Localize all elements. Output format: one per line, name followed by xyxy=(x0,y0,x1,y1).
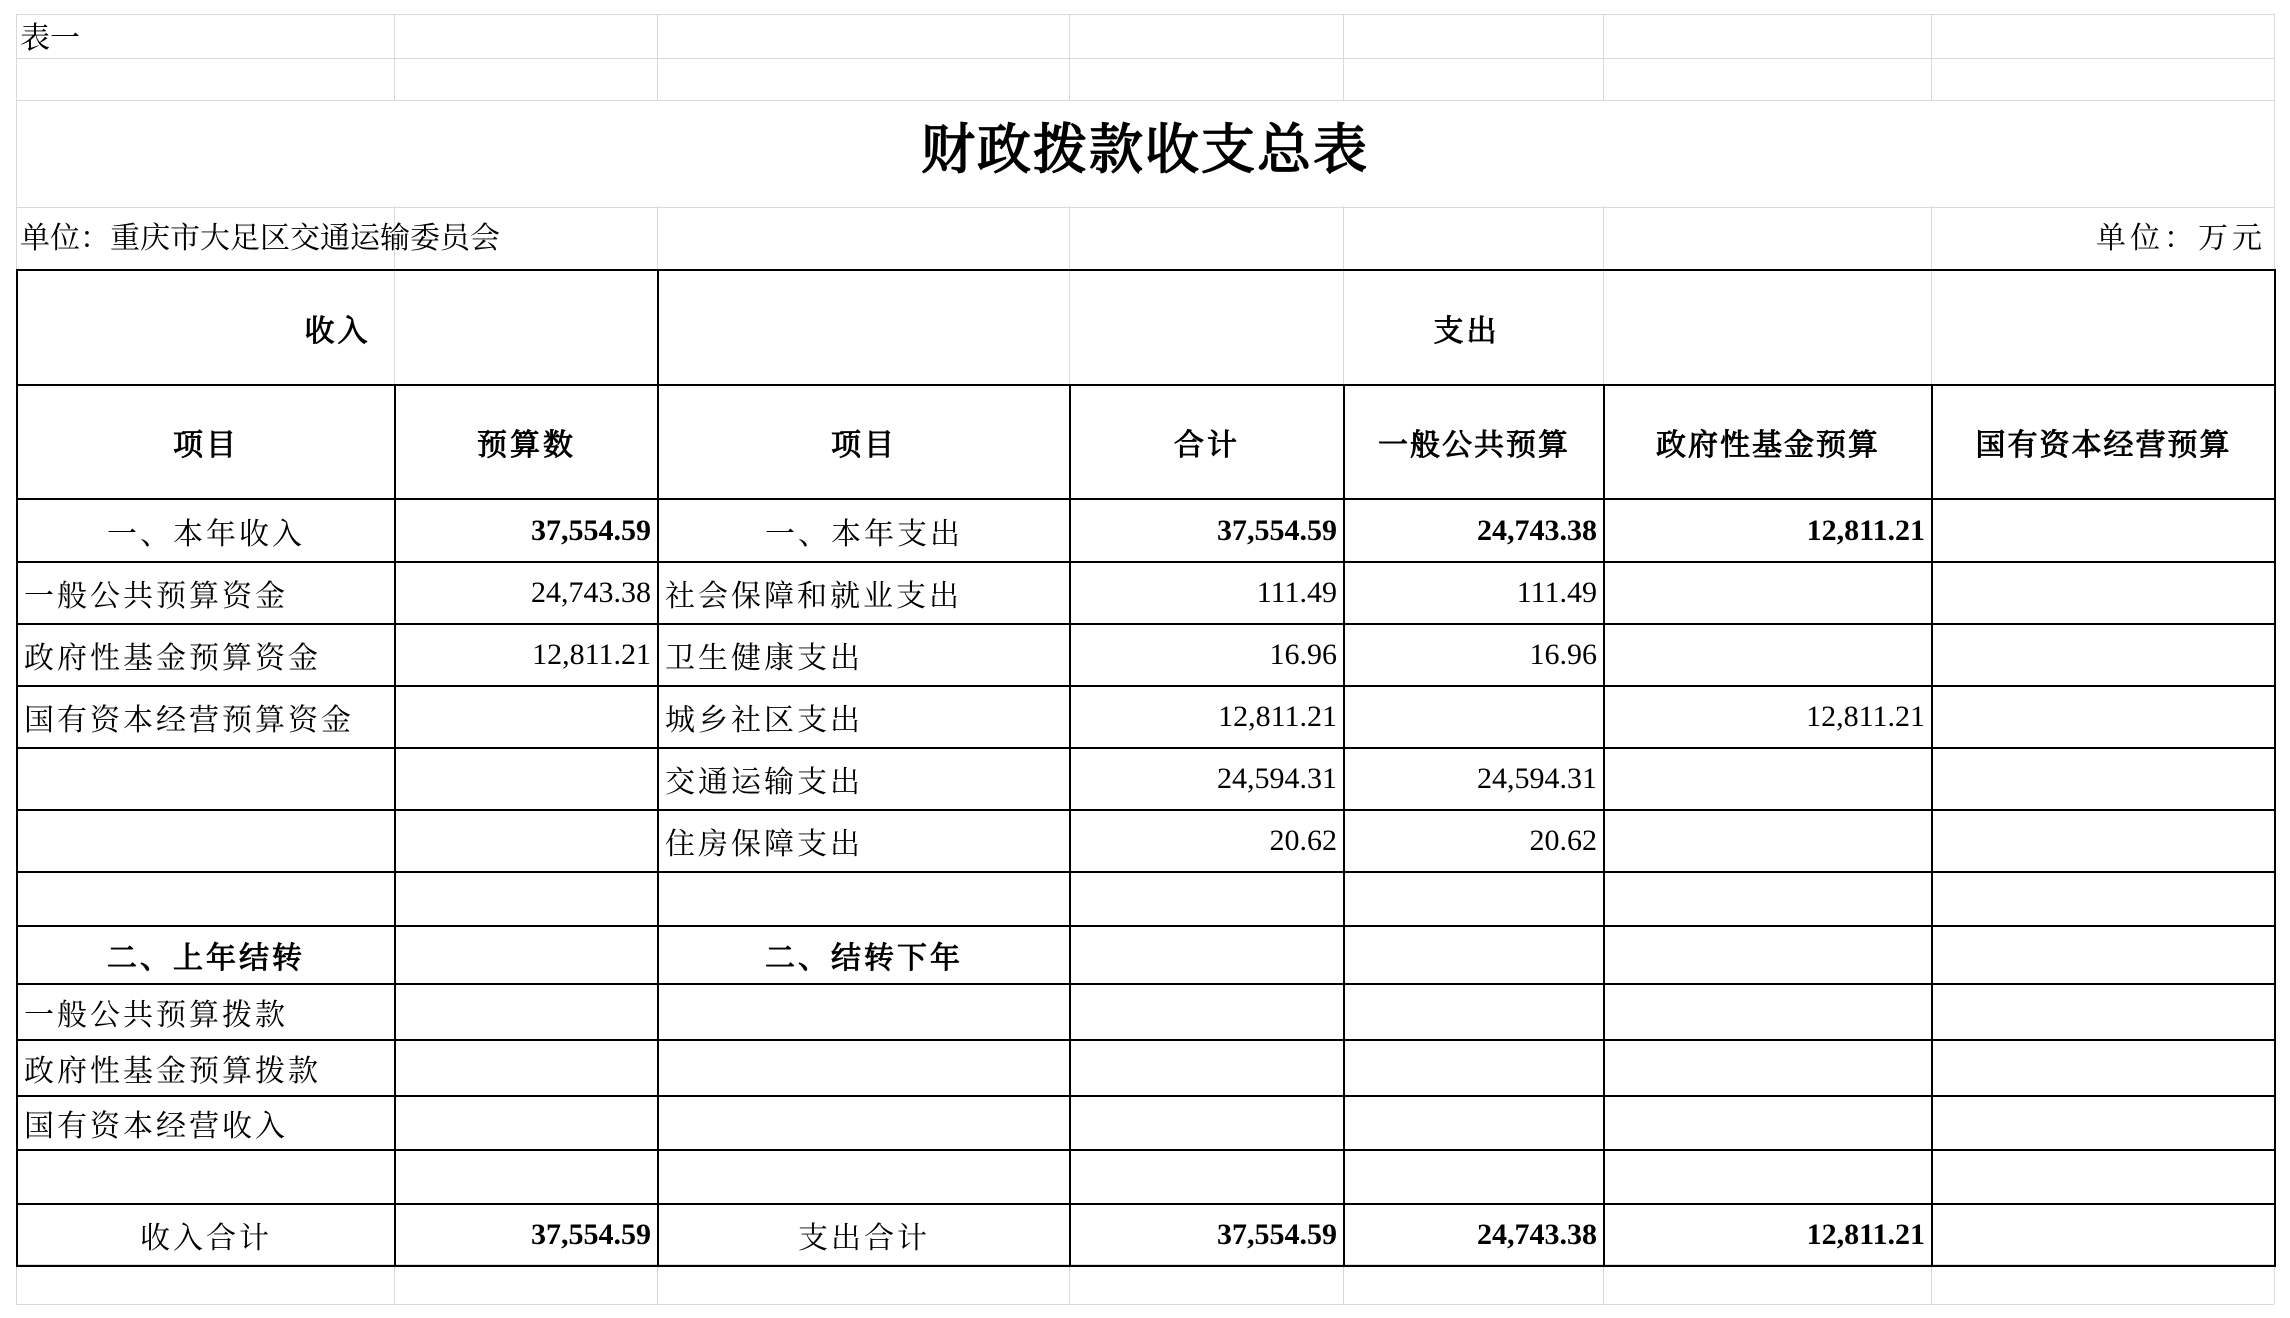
expense-label: 卫生健康支出 xyxy=(658,624,1070,686)
budget-summary-table xyxy=(16,269,2276,1267)
income-value: 12,811.21 xyxy=(395,624,658,686)
income-label: 一、本年收入 xyxy=(17,499,395,562)
section-header-row xyxy=(17,270,2275,385)
expense-total xyxy=(1070,1096,1344,1150)
col-income-budget: 预算数 xyxy=(395,385,658,499)
table-row xyxy=(17,1096,2275,1150)
expense-fund xyxy=(1604,1150,1932,1204)
expense-fund xyxy=(1604,562,1932,624)
expense-fund xyxy=(1604,872,1932,926)
income-value xyxy=(395,748,658,810)
expense-general: 24,594.31 xyxy=(1344,748,1604,810)
expense-state xyxy=(1932,499,2275,562)
income-value xyxy=(395,810,658,872)
expense-total: 20.62 xyxy=(1070,810,1344,872)
income-value: 37,554.59 xyxy=(395,499,658,562)
income-value xyxy=(395,1096,658,1150)
col-fund-budget: 政府性基金预算 xyxy=(1604,385,1932,499)
unit-organization: 单位：重庆市大足区交通运输委员会 xyxy=(20,221,500,256)
col-state-capital-budget: 国有资本经营预算 xyxy=(1932,385,2275,499)
expense-general: 24,743.38 xyxy=(1344,1204,1604,1266)
expense-state xyxy=(1932,1204,2275,1266)
expense-fund: 12,811.21 xyxy=(1604,499,1932,562)
expense-state xyxy=(1932,562,2275,624)
expense-total: 37,554.59 xyxy=(1070,1204,1344,1266)
income-value xyxy=(395,926,658,984)
expense-state xyxy=(1932,686,2275,748)
expense-fund xyxy=(1604,984,1932,1040)
expense-general xyxy=(1344,1096,1604,1150)
expense-fund xyxy=(1604,810,1932,872)
income-value xyxy=(395,872,658,926)
expense-label xyxy=(658,1150,1070,1204)
expense-general xyxy=(1344,872,1604,926)
table-row xyxy=(17,624,2275,686)
page-title: 财政拨款收支总表 xyxy=(921,117,1369,181)
income-value xyxy=(395,686,658,748)
income-label: 国有资本经营收入 xyxy=(17,1096,395,1150)
expense-general: 16.96 xyxy=(1344,624,1604,686)
expense-label: 社会保障和就业支出 xyxy=(658,562,1070,624)
expense-state xyxy=(1932,1096,2275,1150)
table-row xyxy=(17,686,2275,748)
income-label xyxy=(17,748,395,810)
totals-row xyxy=(17,1204,2275,1266)
expense-fund xyxy=(1604,926,1932,984)
table-row xyxy=(17,1150,2275,1204)
income-label: 二、上年结转 xyxy=(17,926,395,984)
expense-label: 一、本年支出 xyxy=(658,499,1070,562)
table-row xyxy=(17,499,2275,562)
expense-fund xyxy=(1604,748,1932,810)
income-total-label: 收入合计 xyxy=(17,1204,395,1266)
expense-total xyxy=(1070,872,1344,926)
expense-state xyxy=(1932,872,2275,926)
expense-total xyxy=(1070,984,1344,1040)
income-label xyxy=(17,810,395,872)
expense-header: 支出 xyxy=(658,270,2275,385)
expense-total: 111.49 xyxy=(1070,562,1344,624)
expense-label xyxy=(658,1040,1070,1096)
table-row xyxy=(17,926,2275,984)
expense-total: 37,554.59 xyxy=(1070,499,1344,562)
income-label xyxy=(17,872,395,926)
expense-total: 16.96 xyxy=(1070,624,1344,686)
col-total: 合计 xyxy=(1070,385,1344,499)
expense-total: 24,594.31 xyxy=(1070,748,1344,810)
income-value: 24,743.38 xyxy=(395,562,658,624)
expense-general: 111.49 xyxy=(1344,562,1604,624)
table-row xyxy=(17,748,2275,810)
income-value xyxy=(395,984,658,1040)
income-header: 收入 xyxy=(17,270,658,385)
col-income-item: 项目 xyxy=(17,385,395,499)
expense-label xyxy=(658,1096,1070,1150)
income-value xyxy=(395,1150,658,1204)
table-row xyxy=(17,872,2275,926)
income-label: 国有资本经营预算资金 xyxy=(17,686,395,748)
table-row xyxy=(17,1040,2275,1096)
expense-state xyxy=(1932,926,2275,984)
expense-label xyxy=(658,872,1070,926)
expense-total xyxy=(1070,1150,1344,1204)
expense-fund: 12,811.21 xyxy=(1604,686,1932,748)
expense-label: 住房保障支出 xyxy=(658,810,1070,872)
income-label: 一般公共预算拨款 xyxy=(17,984,395,1040)
expense-total-label: 支出合计 xyxy=(658,1204,1070,1266)
expense-label: 交通运输支出 xyxy=(658,748,1070,810)
sheet-label: 表一 xyxy=(20,21,80,56)
expense-label: 二、结转下年 xyxy=(658,926,1070,984)
expense-state xyxy=(1932,810,2275,872)
col-expense-item: 项目 xyxy=(658,385,1070,499)
expense-total: 12,811.21 xyxy=(1070,686,1344,748)
table-row xyxy=(17,562,2275,624)
expense-state xyxy=(1932,1040,2275,1096)
expense-state xyxy=(1932,984,2275,1040)
income-label: 政府性基金预算资金 xyxy=(17,624,395,686)
table-row xyxy=(17,984,2275,1040)
income-value xyxy=(395,1040,658,1096)
expense-general xyxy=(1344,926,1604,984)
expense-general xyxy=(1344,1040,1604,1096)
expense-general xyxy=(1344,1150,1604,1204)
expense-general: 20.62 xyxy=(1344,810,1604,872)
income-label: 政府性基金预算拨款 xyxy=(17,1040,395,1096)
expense-label xyxy=(658,984,1070,1040)
expense-fund xyxy=(1604,1040,1932,1096)
expense-total xyxy=(1070,1040,1344,1096)
expense-fund xyxy=(1604,1096,1932,1150)
expense-state xyxy=(1932,624,2275,686)
table-row xyxy=(17,810,2275,872)
expense-label: 城乡社区支出 xyxy=(658,686,1070,748)
expense-fund: 12,811.21 xyxy=(1604,1204,1932,1266)
column-header-row xyxy=(17,385,2275,499)
income-label: 一般公共预算资金 xyxy=(17,562,395,624)
expense-general xyxy=(1344,686,1604,748)
expense-state xyxy=(1932,1150,2275,1204)
income-total-value: 37,554.59 xyxy=(395,1204,658,1266)
expense-general: 24,743.38 xyxy=(1344,499,1604,562)
unit-currency: 单位：万元 xyxy=(2096,221,2266,256)
expense-fund xyxy=(1604,624,1932,686)
col-general-budget: 一般公共预算 xyxy=(1344,385,1604,499)
income-label xyxy=(17,1150,395,1204)
expense-state xyxy=(1932,748,2275,810)
expense-general xyxy=(1344,984,1604,1040)
expense-total xyxy=(1070,926,1344,984)
